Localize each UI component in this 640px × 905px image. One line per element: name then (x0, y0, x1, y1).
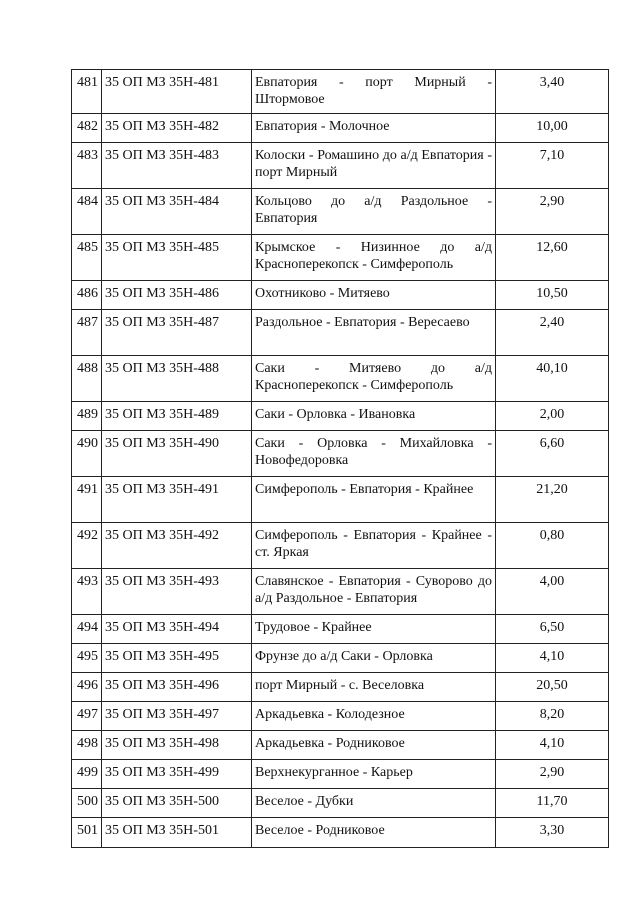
table-row (72, 402, 609, 431)
row-number: 487 (72, 310, 102, 356)
road-name: Саки - Митяево до а/д Красноперекопск - Симферополь (252, 356, 496, 402)
row-number: 494 (72, 615, 102, 644)
road-name: Евпатория - Молочное (252, 114, 496, 143)
row-number: 488 (72, 356, 102, 402)
row-number: 492 (72, 523, 102, 569)
table-row (72, 189, 609, 235)
table-row (72, 356, 609, 402)
table-row (72, 235, 609, 281)
road-length: 4,00 (496, 569, 609, 615)
table-row (72, 114, 609, 143)
row-number: 500 (72, 789, 102, 818)
road-length: 21,20 (496, 477, 609, 523)
road-name: Фрунзе до а/д Саки - Орловка (252, 644, 496, 673)
road-id: 35 ОП МЗ 35Н-490 (102, 431, 252, 477)
row-number: 501 (72, 818, 102, 848)
table-row (72, 760, 609, 789)
road-length: 4,10 (496, 644, 609, 673)
road-id: 35 ОП МЗ 35Н-496 (102, 673, 252, 702)
road-length: 0,80 (496, 523, 609, 569)
road-name: Веселое - Дубки (252, 789, 496, 818)
row-number: 490 (72, 431, 102, 477)
road-id: 35 ОП МЗ 35Н-481 (102, 70, 252, 114)
road-name: Охотниково - Митяево (252, 281, 496, 310)
road-length: 3,40 (496, 70, 609, 114)
row-number: 486 (72, 281, 102, 310)
road-length: 8,20 (496, 702, 609, 731)
table-row (72, 143, 609, 189)
road-name: Крымское - Низинное до а/д Красноперекопск - Симферополь (252, 235, 496, 281)
table-row (72, 310, 609, 356)
road-id: 35 ОП МЗ 35Н-501 (102, 818, 252, 848)
road-length: 2,90 (496, 189, 609, 235)
row-number: 491 (72, 477, 102, 523)
table-row (72, 789, 609, 818)
table-row (72, 523, 609, 569)
table-row (72, 281, 609, 310)
road-id: 35 ОП МЗ 35Н-488 (102, 356, 252, 402)
table-row (72, 70, 609, 114)
road-id: 35 ОП МЗ 35Н-486 (102, 281, 252, 310)
road-name: порт Мирный - с. Веселовка (252, 673, 496, 702)
row-number: 485 (72, 235, 102, 281)
table-row (72, 731, 609, 760)
table-row (72, 818, 609, 848)
road-id: 35 ОП МЗ 35Н-483 (102, 143, 252, 189)
road-name: Веселое - Родниковое (252, 818, 496, 848)
road-name: Евпатория - порт Мирный - Штормовое (252, 70, 496, 114)
road-length: 4,10 (496, 731, 609, 760)
road-id: 35 ОП МЗ 35Н-482 (102, 114, 252, 143)
road-name: Кольцово до а/д Раздольное - Евпатория (252, 189, 496, 235)
road-length: 7,10 (496, 143, 609, 189)
row-number: 499 (72, 760, 102, 789)
road-length: 2,00 (496, 402, 609, 431)
road-id: 35 ОП МЗ 35Н-487 (102, 310, 252, 356)
table-row (72, 615, 609, 644)
road-name: Аркадьевка - Родниковое (252, 731, 496, 760)
row-number: 495 (72, 644, 102, 673)
road-name: Славянское - Евпатория - Суворово до а/д Раздольное - Евпатория (252, 569, 496, 615)
row-number: 484 (72, 189, 102, 235)
table-row (72, 673, 609, 702)
road-length: 2,40 (496, 310, 609, 356)
row-number: 498 (72, 731, 102, 760)
road-name: Раздольное - Евпатория - Вересаево (252, 310, 496, 356)
road-length: 10,00 (496, 114, 609, 143)
road-length: 10,50 (496, 281, 609, 310)
road-id: 35 ОП МЗ 35Н-493 (102, 569, 252, 615)
road-name: Симферополь - Евпатория - Крайнее (252, 477, 496, 523)
road-length: 40,10 (496, 356, 609, 402)
road-name: Верхнекурганное - Карьер (252, 760, 496, 789)
table-row (72, 569, 609, 615)
road-id: 35 ОП МЗ 35Н-491 (102, 477, 252, 523)
road-id: 35 ОП МЗ 35Н-495 (102, 644, 252, 673)
table-row (72, 702, 609, 731)
road-length: 11,70 (496, 789, 609, 818)
row-number: 481 (72, 70, 102, 114)
row-number: 496 (72, 673, 102, 702)
road-name: Трудовое - Крайнее (252, 615, 496, 644)
road-length: 6,60 (496, 431, 609, 477)
road-length: 20,50 (496, 673, 609, 702)
road-name: Саки - Орловка - Михайловка - Новофедоровка (252, 431, 496, 477)
road-name: Симферополь - Евпатория - Крайнее - ст. Яркая (252, 523, 496, 569)
road-name: Саки - Орловка - Ивановка (252, 402, 496, 431)
table-row (72, 644, 609, 673)
road-id: 35 ОП МЗ 35Н-500 (102, 789, 252, 818)
road-length: 12,60 (496, 235, 609, 281)
row-number: 497 (72, 702, 102, 731)
road-id: 35 ОП МЗ 35Н-497 (102, 702, 252, 731)
road-id: 35 ОП МЗ 35Н-498 (102, 731, 252, 760)
roads-table (71, 69, 609, 848)
row-number: 482 (72, 114, 102, 143)
table-row (72, 431, 609, 477)
road-name: Колоски - Ромашино до а/д Евпатория - порт Мирный (252, 143, 496, 189)
row-number: 483 (72, 143, 102, 189)
road-id: 35 ОП МЗ 35Н-494 (102, 615, 252, 644)
road-id: 35 ОП МЗ 35Н-499 (102, 760, 252, 789)
road-id: 35 ОП МЗ 35Н-484 (102, 189, 252, 235)
road-length: 6,50 (496, 615, 609, 644)
road-length: 3,30 (496, 818, 609, 848)
road-id: 35 ОП МЗ 35Н-489 (102, 402, 252, 431)
road-name: Аркадьевка - Колодезное (252, 702, 496, 731)
row-number: 489 (72, 402, 102, 431)
road-id: 35 ОП МЗ 35Н-492 (102, 523, 252, 569)
road-id: 35 ОП МЗ 35Н-485 (102, 235, 252, 281)
table-row (72, 477, 609, 523)
row-number: 493 (72, 569, 102, 615)
roads-table-body (72, 70, 609, 848)
road-length: 2,90 (496, 760, 609, 789)
